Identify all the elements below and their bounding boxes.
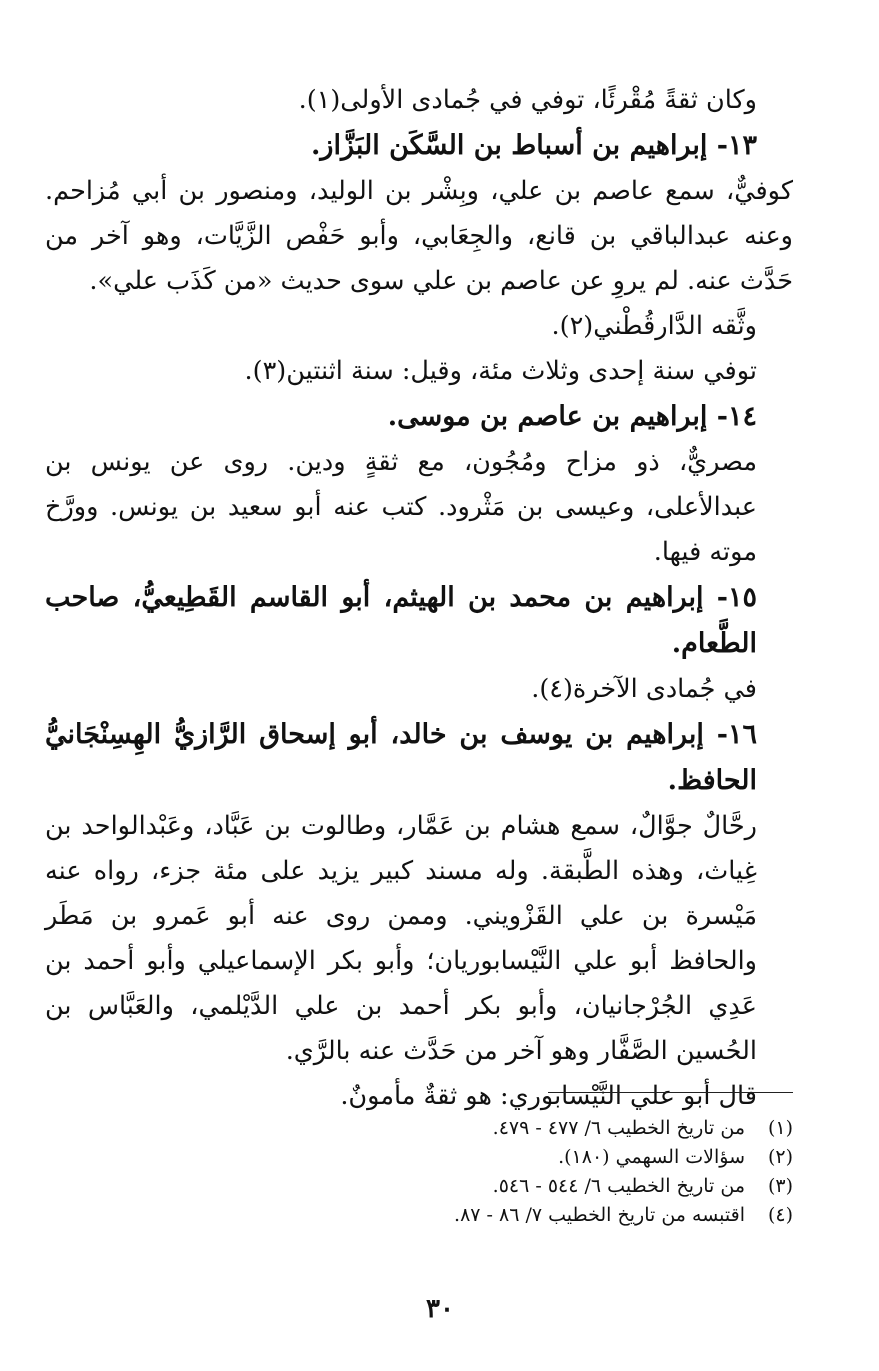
footnote-number: (٢) (767, 1146, 793, 1168)
footnote-text: سؤالات السهمي (١٨٠). (558, 1146, 745, 1168)
footnote-text: اقتبسه من تاريخ الخطيب ٧/ ٨٦ - ٨٧. (454, 1204, 745, 1226)
footnotes (45, 1114, 793, 1230)
entry-13-tawthiq: وثَّقه الدَّارقُطْني(٢). (551, 311, 757, 341)
entry-14-bio: مصريٌّ، ذو مزاح ومُجُون، مع ثقةٍ ودين. روى عن يونس بن عبدالأعلى، وعيسى بن مَثْرود. كتب عنه أبو سعيد بن يونس. وورَّخ موته فيها. (45, 447, 757, 567)
footnote-text: من تاريخ الخطيب ٦/ ٤٧٧ - ٤٧٩. (492, 1117, 745, 1139)
footnote-number: (٣) (767, 1175, 793, 1197)
entry-heading-13: ١٣- إبراهيم بن أسباط بن السَّكَن البَزَّاز. (311, 130, 757, 161)
entry-13-bio: كوفيٌّ، سمع عاصم بن علي، وبِشْر بن الوليد، ومنصور بن أبي مُزاحم. وعنه عبدالباقي بن قانع، والجِعَابي، وأبو حَفْص الزَّيَّات، وهو آخر من حَدَّث عنه. لم يروِ عن عاصم بن علي سوى حديث «من كَذَب علي». (45, 176, 793, 296)
footnote (45, 1114, 793, 1143)
footnote (45, 1172, 793, 1201)
entry-16-quote: قال أبو علي النَّيْسابوري: هو ثقةٌ مأمونٌ. (340, 1081, 757, 1111)
entry-16-bio: رحَّالٌ جوَّالٌ، سمع هشام بن عَمَّار، وطالوت بن عَبَّاد، وعَبْدالواحد بن غِياث، وهذه الطَّبقة. وله مسند كبير يزيد على مئة جزء، رواه عنه مَيْسرة بن علي القَزْويني. وممن روى عنه أبو عَمرو بن مَطَر والحافظ أبو علي النَّيْسابوريان؛ وأبو بكر الإسماعيلي وأبو أحمد بن عَدِي الجُرْجانيان، وأبو بكر أحمد بن علي الدَّيْلمي، والعَبَّاس بن الحُسين الصَّفَّار وهو آخر من حَدَّث عنه بالرَّي. (45, 811, 757, 1066)
page-body (45, 78, 793, 1119)
page-number: ٣٠ (426, 1294, 454, 1324)
paragraph-continuation: وكان ثقةً مُقْرئًا، توفي في جُمادى الأولى(١). (298, 85, 757, 115)
entry-15-death: في جُمادى الآخرة(٤). (531, 674, 757, 704)
entry-heading-16: ١٦- إبراهيم بن يوسف بن خالد، أبو إسحاق الرَّازيُّ الهِسِنْجَانيُّ الحافظ. (45, 719, 757, 796)
entry-13-death: توفي سنة إحدى وثلاث مئة، وقيل: سنة اثنتين(٣). (244, 356, 757, 386)
footnote-divider (548, 1092, 793, 1093)
entry-heading-15: ١٥- إبراهيم بن محمد بن الهيثم، أبو القاسم القَطِيعيُّ، صاحب الطَّعام. (45, 582, 757, 659)
entry-heading-14: ١٤- إبراهيم بن عاصم بن موسى. (387, 401, 757, 432)
footnote (45, 1143, 793, 1172)
footnote-number: (١) (767, 1117, 793, 1139)
footnote-number: (٤) (767, 1204, 793, 1226)
footnote (45, 1201, 793, 1230)
footnote-text: من تاريخ الخطيب ٦/ ٥٤٤ - ٥٤٦. (492, 1175, 745, 1197)
